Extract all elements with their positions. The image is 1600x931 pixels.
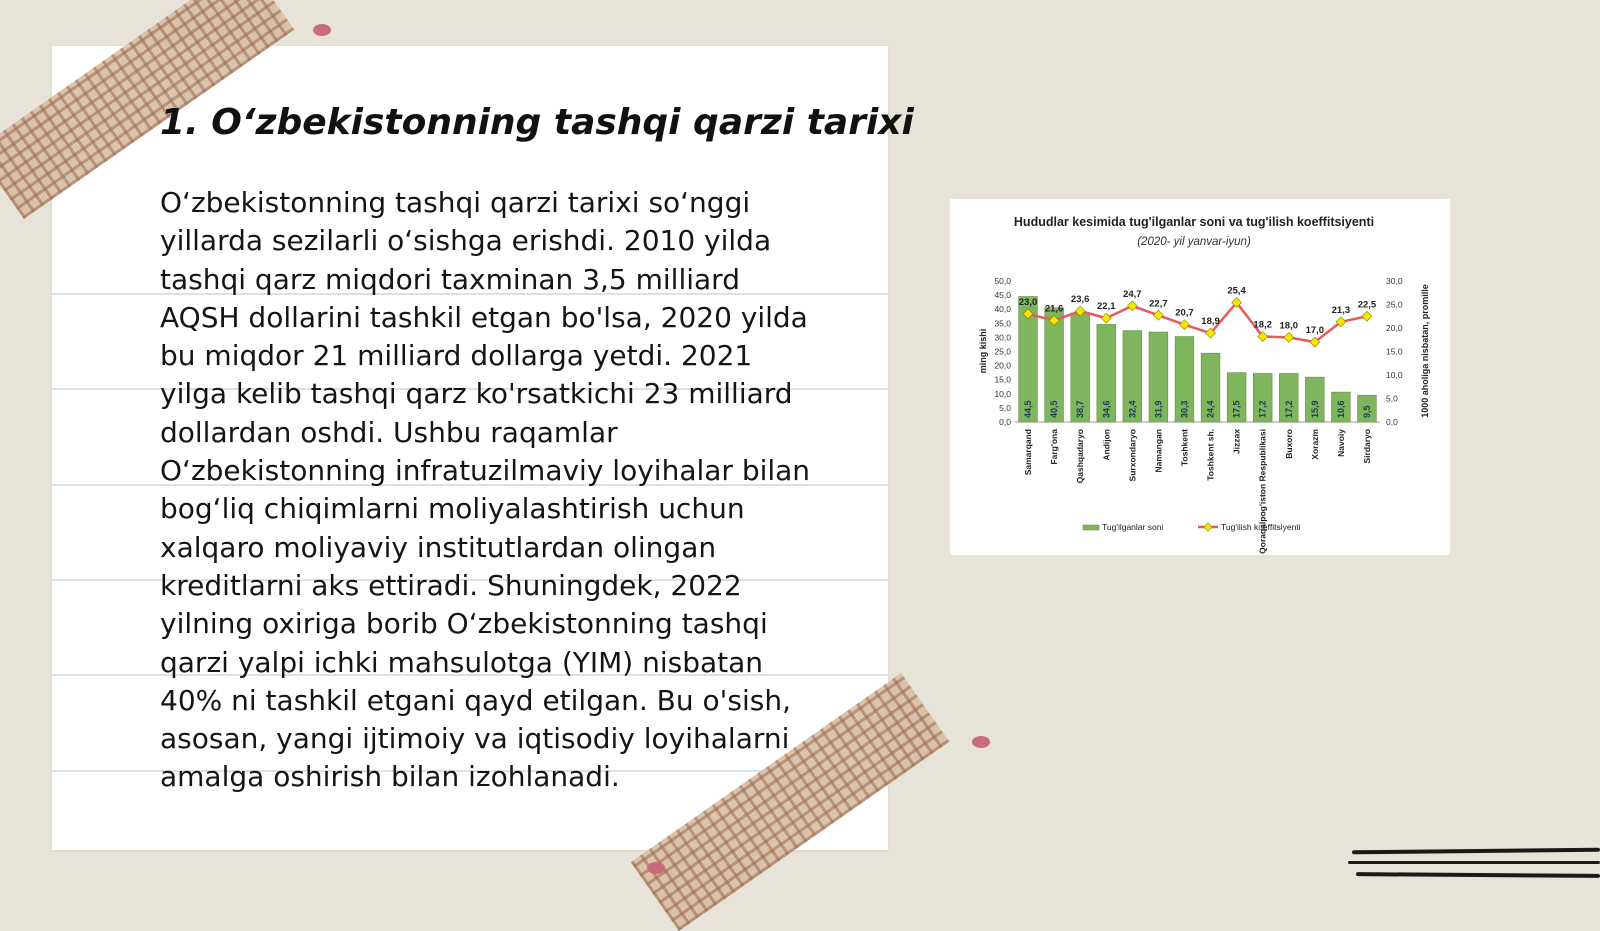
- y2-tick-label: 15,0: [1386, 346, 1403, 357]
- line-value-label: 23,6: [1070, 294, 1090, 306]
- bar-value-label: 24,4: [1205, 400, 1216, 418]
- x-tick-label: Farg'ona: [1049, 429, 1060, 465]
- x-tick-label: Buxoro: [1283, 429, 1294, 459]
- line-value-label: 18,9: [1201, 316, 1220, 328]
- bar-value-label: 15,9: [1309, 400, 1320, 418]
- line-value-label: 18,2: [1253, 319, 1272, 331]
- line-value-label: 25,4: [1227, 285, 1246, 297]
- bar-value-label: 17,2: [1283, 400, 1294, 418]
- bar-value-label: 17,5: [1231, 400, 1242, 418]
- tape-tip: [972, 736, 990, 748]
- line-value-label: 22,5: [1357, 299, 1377, 311]
- x-tick-label: Sirdaryo: [1361, 429, 1372, 464]
- x-tick-label: Andijon: [1101, 429, 1112, 461]
- slide-heading: 1. O‘zbekistonning tashqi qarzi tarixi: [160, 102, 914, 143]
- y-tick-label: 45,0: [994, 290, 1011, 301]
- line-value-label: 22,7: [1149, 298, 1168, 310]
- y2-tick-label: 0,0: [1386, 417, 1398, 427]
- brush-stroke: [1352, 848, 1600, 855]
- legend-marker-swatch: [1204, 523, 1212, 531]
- bar-value-label: 30,3: [1179, 400, 1190, 418]
- line-point: [1127, 301, 1137, 311]
- bar-value-label: 32,4: [1127, 400, 1138, 418]
- y2-tick-label: 25,0: [1386, 299, 1403, 310]
- y2-tick-label: 10,0: [1386, 370, 1403, 380]
- line-point: [1153, 310, 1163, 320]
- line-value-label: 18,0: [1279, 320, 1298, 332]
- chart-subtitle: (2020- yil yanvar-iyun): [1137, 236, 1251, 248]
- line-value-label: 21,6: [1044, 303, 1064, 315]
- bar-value-label: 31,9: [1153, 400, 1164, 418]
- y-tick-label: 20,0: [994, 360, 1011, 371]
- x-tick-label: Jizzax: [1231, 429, 1242, 455]
- line-value-label: 23,0: [1018, 296, 1038, 308]
- y-tick-label: 35,0: [994, 318, 1011, 329]
- line-point: [1284, 332, 1294, 342]
- legend-label: Tug'ilish koeffitsiyenti: [1221, 522, 1301, 532]
- x-tick-label: Qashqadaryo: [1075, 429, 1086, 484]
- y-tick-label: 50,0: [994, 276, 1011, 286]
- x-tick-label: Toshkent: [1179, 429, 1190, 467]
- bar-value-label: 44,5: [1023, 400, 1034, 418]
- legend-label: Tug'ilganlar soni: [1102, 522, 1164, 532]
- y-tick-label: 30,0: [994, 332, 1011, 343]
- chart-svg: [950, 199, 1450, 555]
- brush-stroke: [1356, 872, 1600, 878]
- brush-stroke: [1348, 861, 1600, 864]
- x-tick-label: Navoiy: [1335, 429, 1346, 457]
- legend-bar-swatch: [1083, 525, 1099, 530]
- y2-tick-label: 30,0: [1386, 276, 1403, 286]
- line-value-label: 24,7: [1123, 288, 1142, 300]
- bar-value-label: 34,6: [1101, 400, 1112, 418]
- y-tick-label: 0,0: [999, 417, 1011, 427]
- y2-axis-label: 1000 aholiga nisbatan, promille: [1420, 284, 1430, 418]
- x-tick-label: Xorazm: [1309, 429, 1320, 460]
- y-axis-label: ming kishi: [978, 328, 988, 374]
- y-tick-label: 25,0: [994, 346, 1011, 357]
- slide-body-text: O‘zbekistonning tashqi qarzi tarixi so‘nggi yillarda sezilarli o‘sishga erishdi. 2010 yilda tashqi qarz miqdori taxminan 3,5 milliard AQSH dollarini tashkil etgan bo'lsa, 2020 yilda bu miqdor 21 milliard dollarga yetdi. 2021 yilga kelib tashqi qarz ko'rsatkichi 23 milliard dollardan oshdi. Ushbu raqamlar O‘zbekistonning infratuzilmaviy loyihalar bilan bog‘liq chiqimlarni moliyalashtirish uchun xalqaro moliyaviy institutlardan olingan kreditlarni aks ettiradi. Shuningdek, 2022 yilning oxiriga borib O‘zbekistonning tashqi qarzi yalpi ichki mahsulotga (YIM) nisbatan 40% ni tashkil etgani qayd etilgan. Bu o'sish, asosan, yangi ijtimoiy va iqtisodiy loyihalarni amalga oshirish bilan izohlanadi.: [160, 186, 811, 794]
- line-value-label: 17,0: [1305, 325, 1325, 337]
- chart-title: Hududlar kesimida tug'ilganlar soni va tug'ilish koeffitsiyenti: [1013, 215, 1375, 229]
- bar-value-label: 10,6: [1335, 400, 1346, 418]
- x-tick-label: Surxondaryo: [1127, 429, 1138, 482]
- line-value-label: 20,7: [1175, 307, 1194, 319]
- bar-value-label: 38,7: [1075, 400, 1086, 418]
- x-tick-label: Toshkent sh.: [1205, 429, 1216, 481]
- y-tick-label: 10,0: [994, 388, 1011, 399]
- y-tick-label: 15,0: [994, 374, 1011, 385]
- y-tick-label: 40,0: [994, 304, 1011, 315]
- line-point: [1362, 311, 1372, 321]
- x-tick-label: Namangan: [1153, 429, 1164, 473]
- x-tick-label: Qoraqalpog'iston Respublikasi: [1257, 429, 1268, 554]
- y-tick-label: 5,0: [999, 402, 1011, 413]
- bar-value-label: 17,2: [1257, 400, 1268, 418]
- line-value-label: 21,3: [1331, 304, 1351, 316]
- tape-tip: [647, 862, 665, 874]
- x-tick-label: Samarqand: [1023, 429, 1034, 476]
- line-value-label: 22,1: [1097, 301, 1116, 313]
- bar-value-label: 9,5: [1361, 405, 1372, 418]
- y2-tick-label: 5,0: [1386, 393, 1398, 404]
- bar-value-label: 40,5: [1049, 400, 1060, 418]
- line-point: [1101, 313, 1111, 323]
- birth-rate-chart: [950, 199, 1450, 555]
- line-point: [1180, 320, 1190, 330]
- tape-tip: [313, 24, 331, 36]
- y2-tick-label: 20,0: [1386, 323, 1403, 333]
